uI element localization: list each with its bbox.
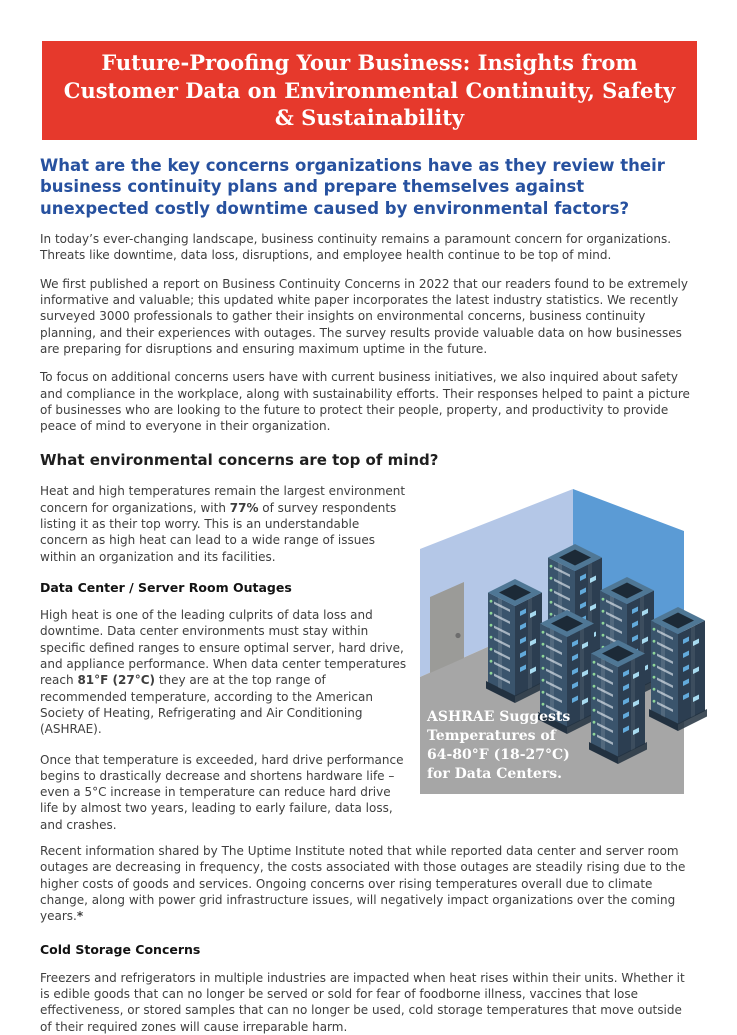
caption-line-3: 64-80°F (18-27°C) [427,747,570,764]
caption-line-1: ASHRAE Suggests [427,709,571,726]
datacenter-heading: Data Center / Server Room Outages [40,580,292,595]
uptime-paragraph [40,843,697,925]
environment-section-heading: What environmental concerns are top of mind? [40,451,439,470]
datacenter-p1-pre: High heat is one of the leading culprits of data loss and downtime. Data center environments must stay within specific defined ranges to ensure optimal server, hard drive, and appliance performance. When data center temperatures reach [40,608,407,688]
caption-line-4: for Data Centers. [427,766,562,783]
uptime-pre: Recent information shared by The Uptime Institute noted that while reported data center and server room outages are decreasing in frequency, the costs associated with those outages are steadily rising due to the higher costs of goods and services. Ongoing concerns over rising temperatures overall due to climate change, along with power grid infrastructure issues, will negatively impact organizations over the coming years. [40,844,686,924]
heat-stat-pre: Heat and high temperatures remain the largest environment concern for organizations, with [40,484,406,515]
cold-storage-paragraph: Freezers and refrigerators in multiple industries are impacted when heat rises within their units. Whether it is edible goods that can no longer be served or sold for fear of foodborne illness, vaccines that lose effectiveness, or stored samples that can no longer be used, cold storage temperatures that move outside of their required zones will cause irreparable harm. [40,970,685,1034]
lead-question: What are the key concerns organizations have as they review their business continuity plans and prepare themselves against unexpected costly downtime caused by environmental factors? [40,156,665,218]
door-knob-icon [455,633,460,638]
uptime-footnote-marker: * [76,909,84,924]
page-title: Future-Proofing Your Business: Insights from Customer Data on Environmental Continuity, Safety & Sustainability [63,50,676,131]
heat-stat-value: 77% [229,500,259,515]
datacenter-paragraph-2: Once that temperature is exceeded, hard drive performance begins to drastically decrease and shortens hardware life – even a 5°C increase in temperature can reduce hard drive life by almost two years, leading to early failure, data loss, and crashes. [40,752,404,832]
heat-stat-post: of survey respondents listing it as their top worry. This is an understandable concern as high heat can lead to a wide range of issues within an organization and its facilities. [40,500,397,564]
intro-paragraph-3: To focus on additional concerns users have with current business initiatives, we also inquired about safety and compliance in the workplace, along with sustainability efforts. Their responses helped to paint a picture of businesses who are looking to the future to protect their people, property, and productivity to provide peace of mind to everyone in their organization. [40,370,690,434]
caption-line-2: Temperatures of [427,728,556,745]
datacenter-p1-post: they are at the top range of recommended temperature, according to the American Society of Heating, Refrigerating and Air Conditioning (ASHRAE). [40,673,373,737]
datacenter-temp-value: 81°F (27°C) [77,673,155,688]
server-rack [649,607,707,731]
door [430,582,464,673]
two-column-layout [40,481,697,833]
intro-paragraph-2: We first published a report on Business Continuity Concerns in 2022 that our readers found to be extremely informative and valuable; this updated white paper incorporates the latest industry statistics. We recently surveyed 3000 professionals to gather their insights on environmental concerns, business continuity planning, and their experiences with outages. The survey results provide valuable data on how businesses are preparing for disruptions and ensuring maximum uptime in the future. [40,276,688,356]
heat-stat-paragraph [40,483,410,565]
datacenter-paragraph-1 [40,607,410,738]
title-banner [42,41,697,140]
cold-storage-heading: Cold Storage Concerns [40,941,201,957]
illustration-caption [427,708,617,784]
intro-paragraph-1: In today’s ever-changing landscape, business continuity remains a paramount concern for organizations. Threats like downtime, data loss, disruptions, and employee health continue to be top of mind. [40,232,672,263]
server-rack [486,579,544,703]
server-room-illustration [420,487,684,794]
whitepaper-page [0,41,737,1034]
text-column [40,481,410,833]
